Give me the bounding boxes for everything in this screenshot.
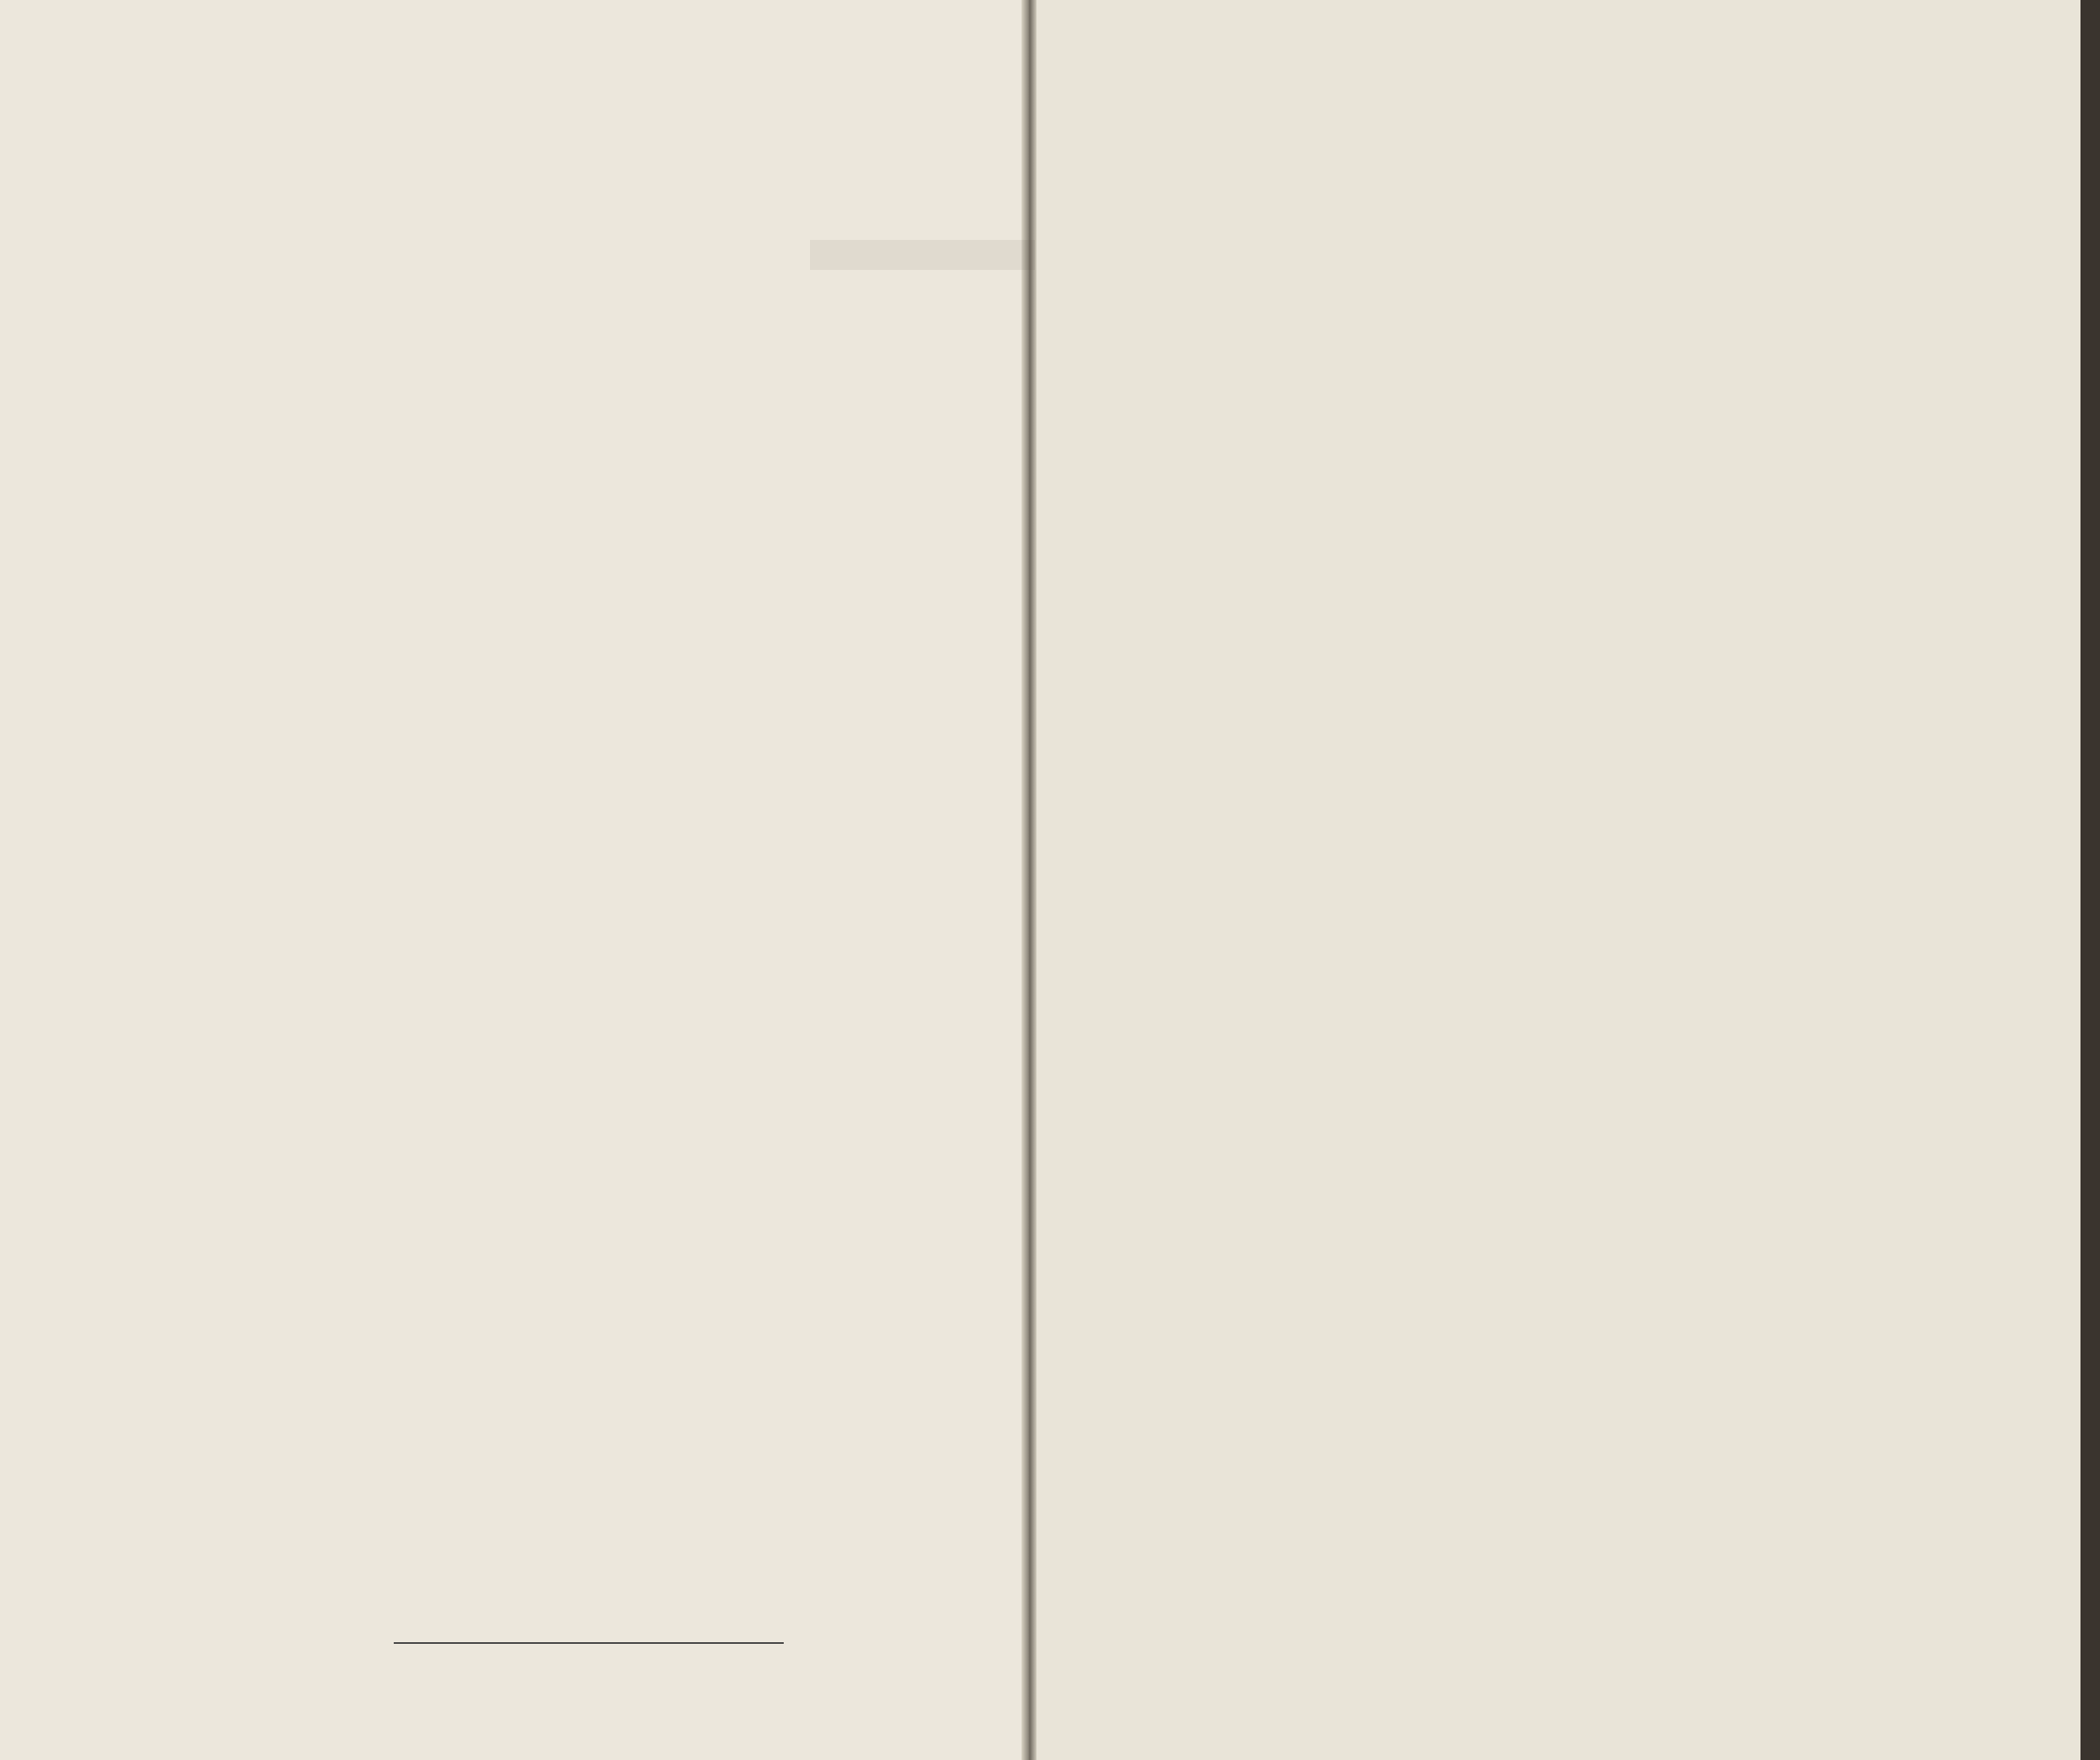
header-occupation-main <box>1588 150 1787 225</box>
header-sex <box>352 67 398 202</box>
header-name <box>16 36 346 212</box>
header-literacy-b <box>1455 127 1582 217</box>
header-estate <box>639 82 740 202</box>
right-page <box>1030 0 2080 1760</box>
header-military <box>1792 206 2055 229</box>
bleed-through-watermark <box>810 240 1035 270</box>
header-literacy-a <box>1413 131 1452 221</box>
header-religion <box>1290 101 1336 206</box>
header-occupation-side <box>1792 159 2055 181</box>
header-absence <box>1174 64 1286 214</box>
header-relation <box>401 60 529 202</box>
header-born <box>746 52 862 210</box>
header-literacy <box>1414 66 1582 88</box>
header-marital <box>586 64 634 206</box>
header-age <box>534 64 581 206</box>
header-language <box>1342 105 1406 210</box>
page-edge <box>2080 0 2100 1760</box>
signature-underline <box>394 1642 784 1644</box>
header-residence <box>1054 64 1170 221</box>
header-registered <box>870 56 1005 214</box>
header-occupation <box>1586 66 2051 88</box>
